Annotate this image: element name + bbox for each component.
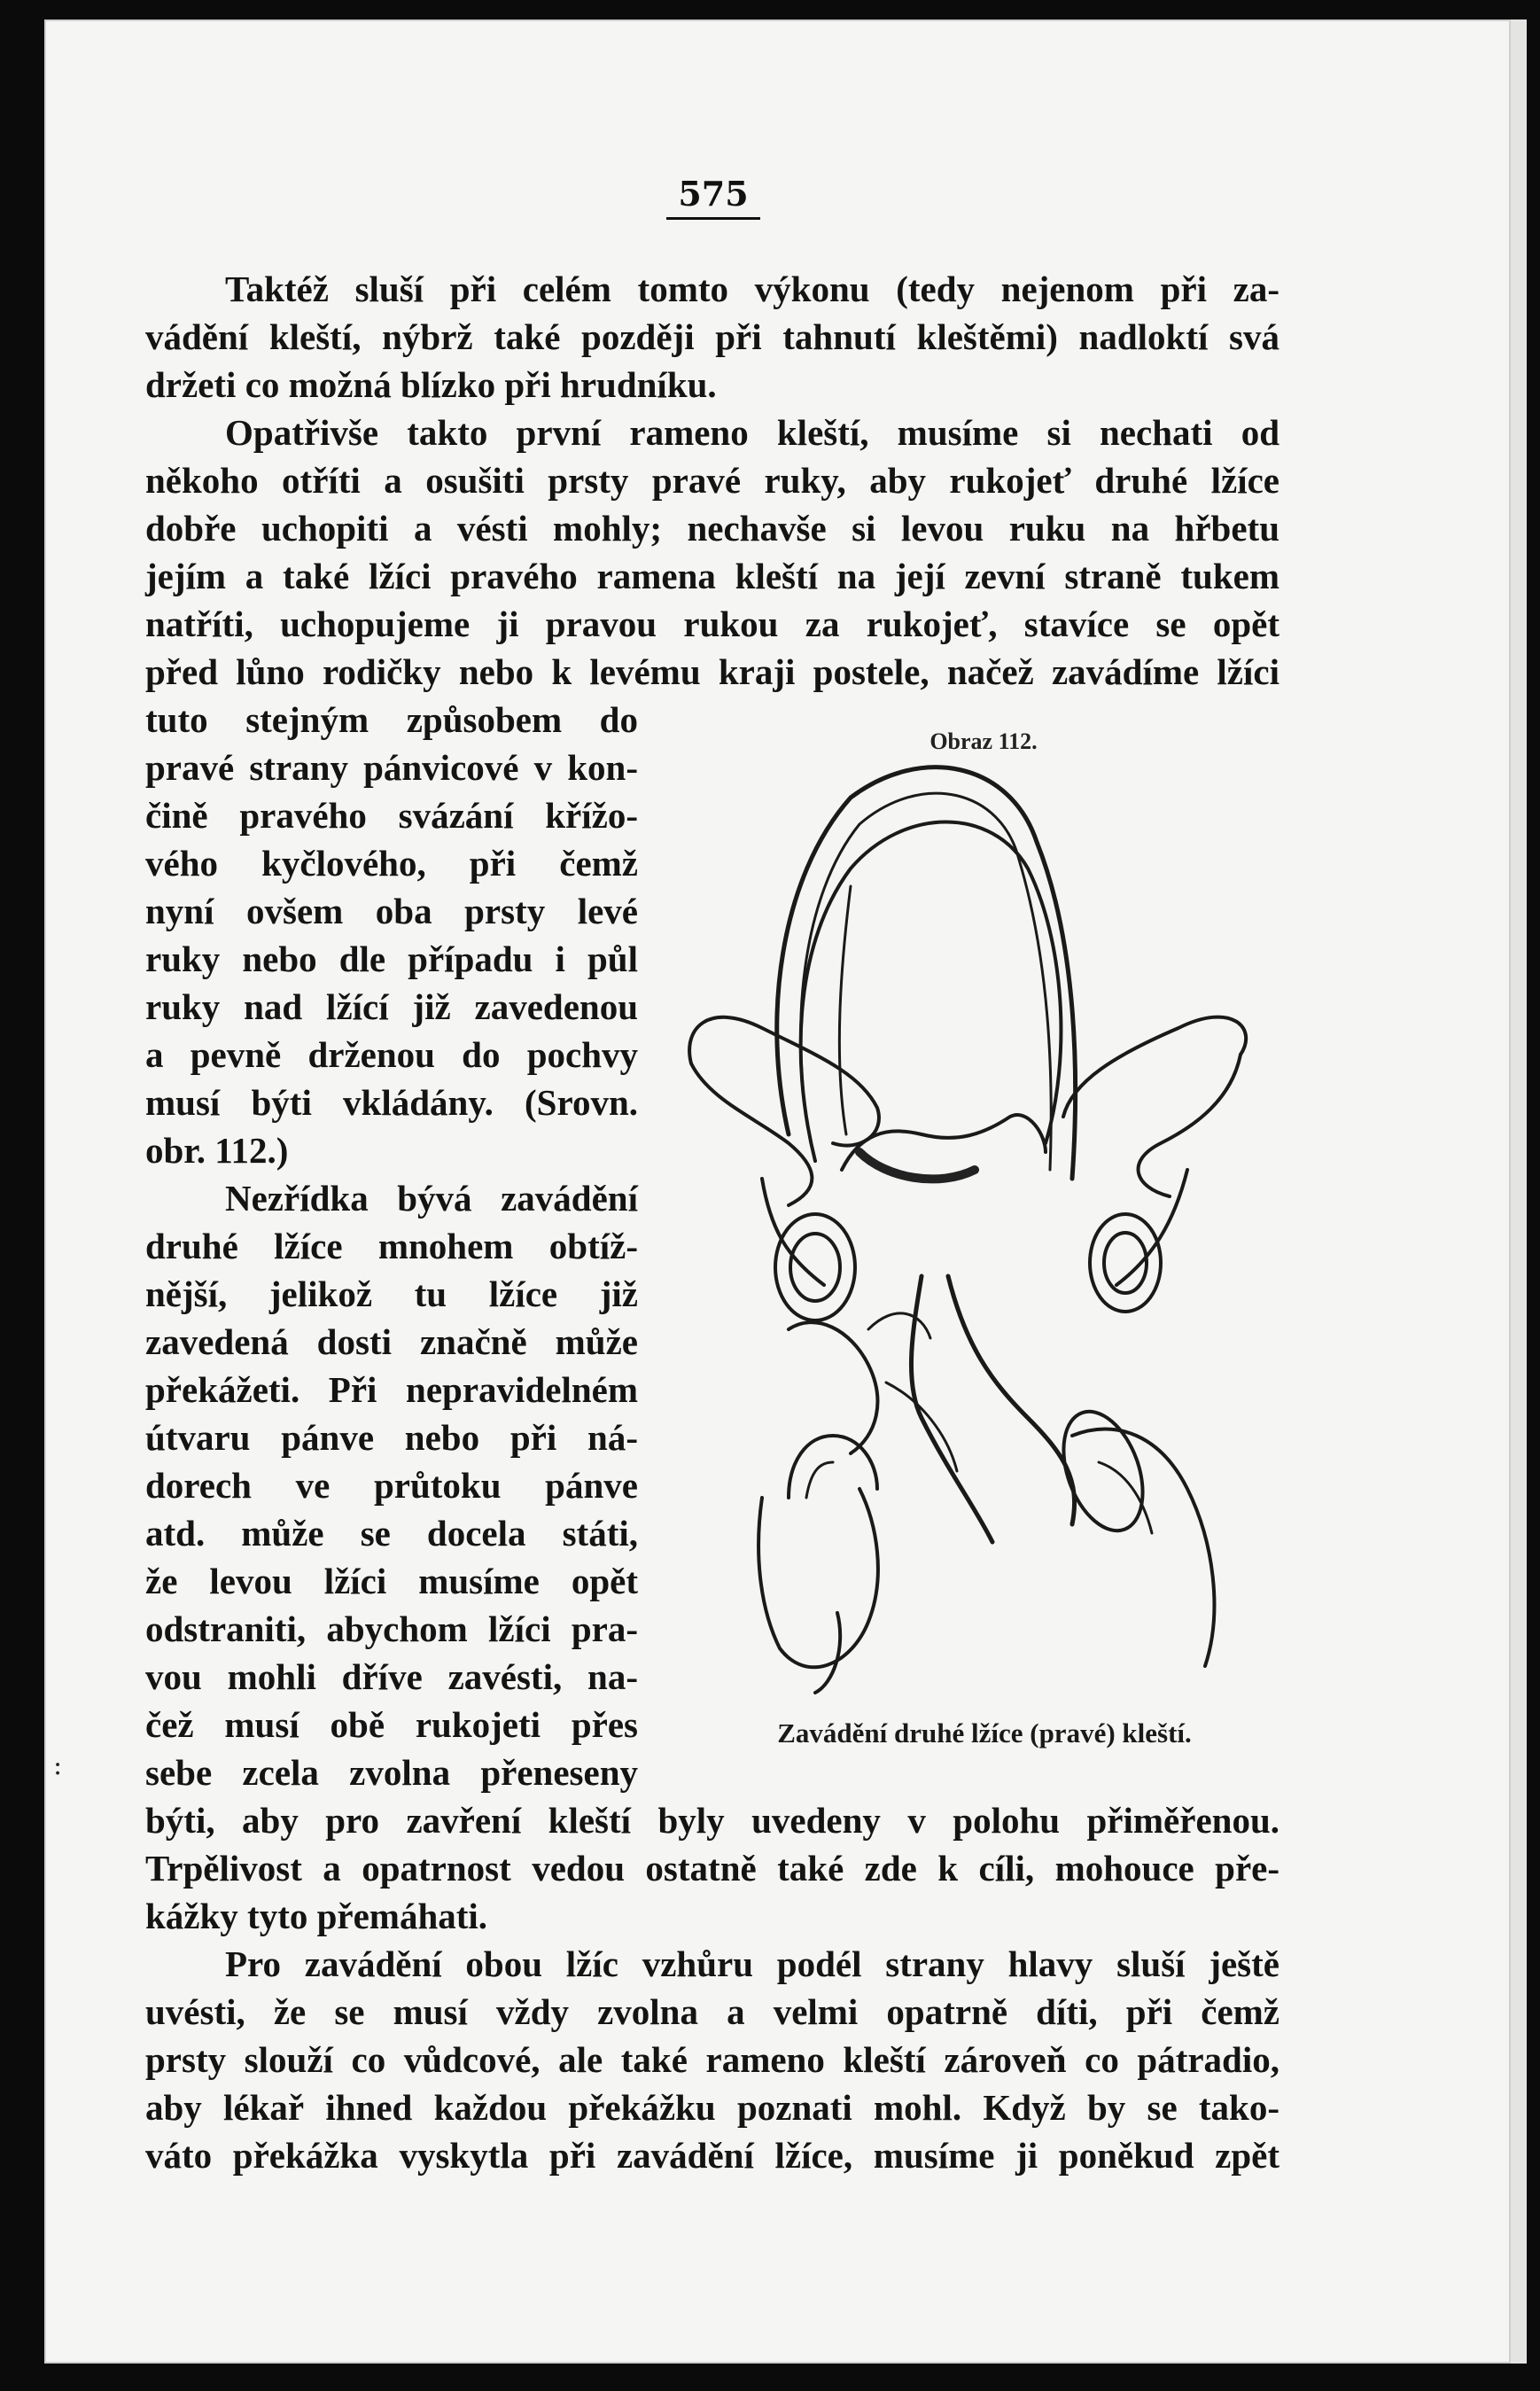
text-line: že levou lžíci musíme opět xyxy=(145,1561,638,1601)
text-line: držeti co možná blízko při hrudníku. xyxy=(145,364,717,405)
text-line: a pevně drženou do pochvy xyxy=(145,1034,638,1075)
text-line: nyní ovšem oba prsty levé xyxy=(145,891,638,931)
page-number: 575 xyxy=(666,174,760,220)
figure-label: Obraz 112. xyxy=(929,728,1038,754)
text-line: aby lékař ihned každou překážku poznati mohl. Když by se tako- xyxy=(145,2087,1279,2128)
text-line: druhé lžíce mnohem obtíž- xyxy=(145,1226,638,1266)
page-edge xyxy=(1511,19,1527,2364)
text-line: Nezřídka bývá zavádění xyxy=(225,1178,638,1219)
text-line: Pro zavádění obou lžíc vzhůru podél strany hlavy sluší ještě xyxy=(225,1943,1279,1984)
text-line: obr. 112.) xyxy=(145,1130,289,1171)
text-line: před lůno rodičky nebo k levému kraji postele, načež zavádíme lžíci xyxy=(145,651,1279,692)
text-line: jejím a také lžíci pravého ramena kleští na její zevní straně tukem xyxy=(145,556,1279,596)
text-line: sebe zcela zvolna přeneseny xyxy=(145,1752,638,1793)
text-line: nější, jelikož tu lžíce již xyxy=(145,1273,638,1314)
text-line: útvaru pánve nebo při ná- xyxy=(145,1417,638,1458)
text-line: pravé strany pánvicové v kon- xyxy=(145,747,638,788)
text-line: odstraniti, abychom lžíci pra- xyxy=(145,1608,638,1649)
text-line: atd. může se docela státi, xyxy=(145,1513,638,1554)
forceps-illustration xyxy=(656,762,1276,1710)
text-line: někoho otříti a osušiti prsty pravé ruky, aby rukojeť druhé lžíce xyxy=(145,460,1279,501)
text-line: tuto stejným způsobem do xyxy=(145,699,638,740)
text-line: dorech ve průtoku pánve xyxy=(145,1465,638,1506)
text-line: ruky nad lžící již zavedenou xyxy=(145,986,638,1027)
text-line: dobře uchopiti a vésti mohly; nechavše si levou ruku na hřbetu xyxy=(145,508,1279,549)
margin-mark: : xyxy=(53,1750,63,1781)
text-line: Trpělivost a opatrnost vedou ostatně také zde k cíli, mohouce pře- xyxy=(145,1848,1279,1889)
text-line: vou mohli dříve zavésti, na- xyxy=(145,1656,638,1697)
text-line: natříti, uchopujeme ji pravou rukou za rukojeť, stavíce se opět xyxy=(145,604,1279,644)
figure-caption: Zavádění druhé lžíce (pravé) kleští. xyxy=(777,1717,1192,1748)
text-line: musí býti vkládány. (Srovn. xyxy=(145,1082,638,1123)
text-line: uvésti, že se musí vždy zvolna a velmi opatrně díti, při čemž xyxy=(145,1991,1279,2032)
text-line: ruky nebo dle případu i půl xyxy=(145,938,638,979)
text-line: zavedená dosti značně může xyxy=(145,1321,638,1362)
text-line: prsty slouží co vůdcové, ale také rameno kleští zároveň co pátradio, xyxy=(145,2039,1279,2080)
text-line: Taktéž sluší při celém tomto výkonu (tedy nejenom při za- xyxy=(225,269,1279,309)
text-line: kážky tyto přemáhati. xyxy=(145,1896,488,1936)
text-line: vádění kleští, nýbrž také později při tahnutí kleštěmi) nadloktí svá xyxy=(145,316,1279,357)
text-line: čině pravého svázání křížo- xyxy=(145,795,638,836)
text-line: Opatřivše takto první rameno kleští, musíme si nechati od xyxy=(225,412,1279,453)
text-line: překážeti. Při nepravidelném xyxy=(145,1369,638,1410)
text-line: čež musí obě rukojeti přes xyxy=(145,1704,638,1745)
text-line: býti, aby pro zavření kleští byly uvedeny v polohu přiměřenou. xyxy=(145,1800,1279,1841)
text-line: váto překážka vyskytla při zavádění lžíce, musíme ji poněkud zpět xyxy=(145,2135,1279,2176)
text-line: vého kyčlového, při čemž xyxy=(145,843,638,884)
